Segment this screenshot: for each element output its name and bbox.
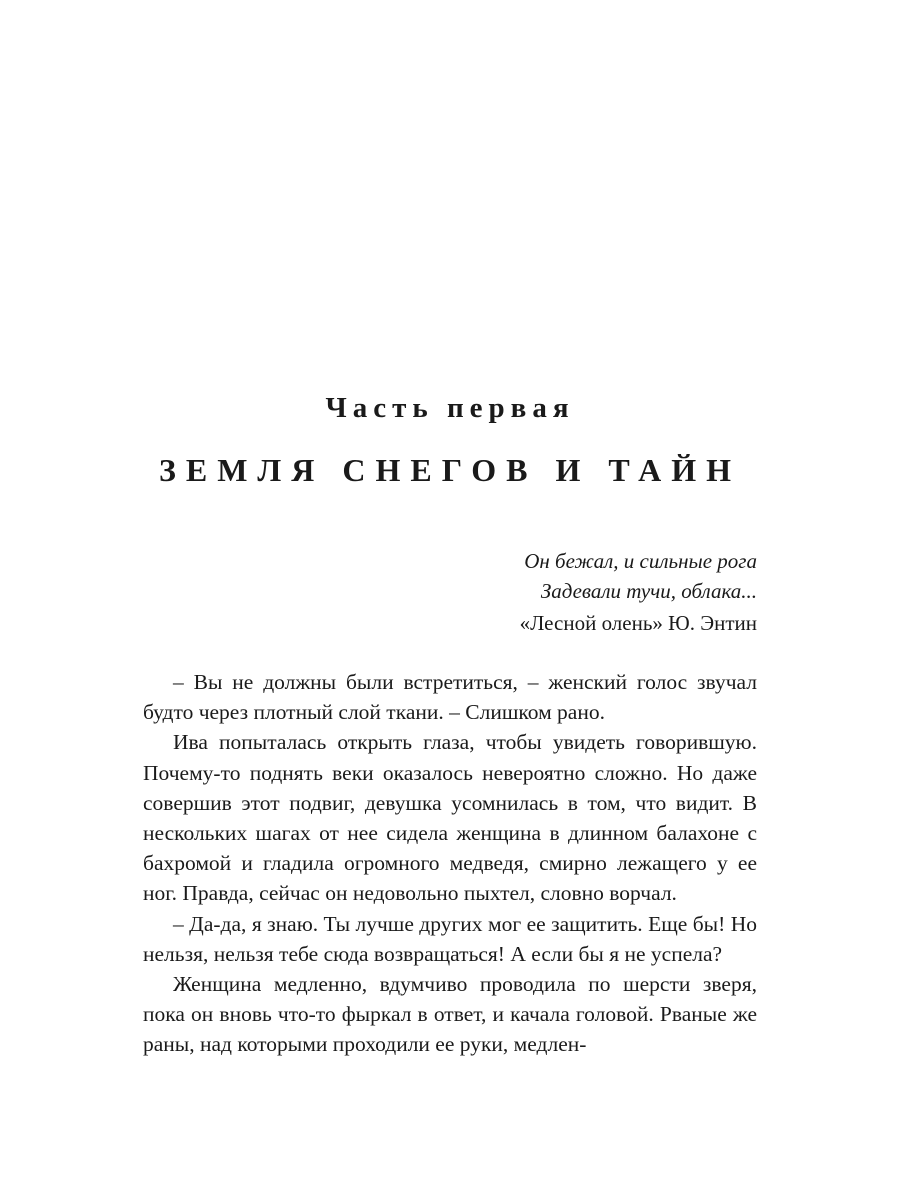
epigraph bbox=[197, 546, 757, 638]
part-heading: Часть первая bbox=[325, 392, 575, 424]
paragraph: – Вы не должны были встретиться, – женский голос звучал будто через плотный слой ткани. – Слишком рано. bbox=[143, 670, 757, 725]
epigraph-source: «Лесной олень» Ю. Энтин bbox=[519, 611, 757, 635]
paragraph: – Да-да, я знаю. Ты лучше других мог ее защитить. Еще бы! Но нельзя, нельзя тебе сюда возвращаться! А если бы я не успела? bbox=[143, 911, 757, 966]
epigraph-line: Задевали тучи, облака... bbox=[540, 579, 757, 603]
chapter-title: ЗЕМЛЯ СНЕГОВ И ТАЙН bbox=[158, 452, 742, 488]
paragraph: Ива попыталась открыть глаза, чтобы увидеть говорившую. Почему-то поднять веки оказалось невероятно сложно. Но даже совершив этот подвиг, девушка усомнилась в том, что видит. В нескольких шагах от нее сидела женщина в длинном балахоне с бахромой и гладила огромного медведя, смирно лежащего у ее ног. Правда, сейчас он недовольно пыхтел, словно ворчал. bbox=[143, 730, 757, 906]
epigraph-line: Он бежал, и сильные рога bbox=[524, 549, 757, 573]
body-text bbox=[143, 667, 757, 1060]
paragraph: Женщина медленно, вдумчиво проводила по шерсти зверя, пока он вновь что-то фыркал в ответ, и качала головой. Рваные же раны, над которыми проходили ее руки, медлен- bbox=[143, 972, 757, 1057]
